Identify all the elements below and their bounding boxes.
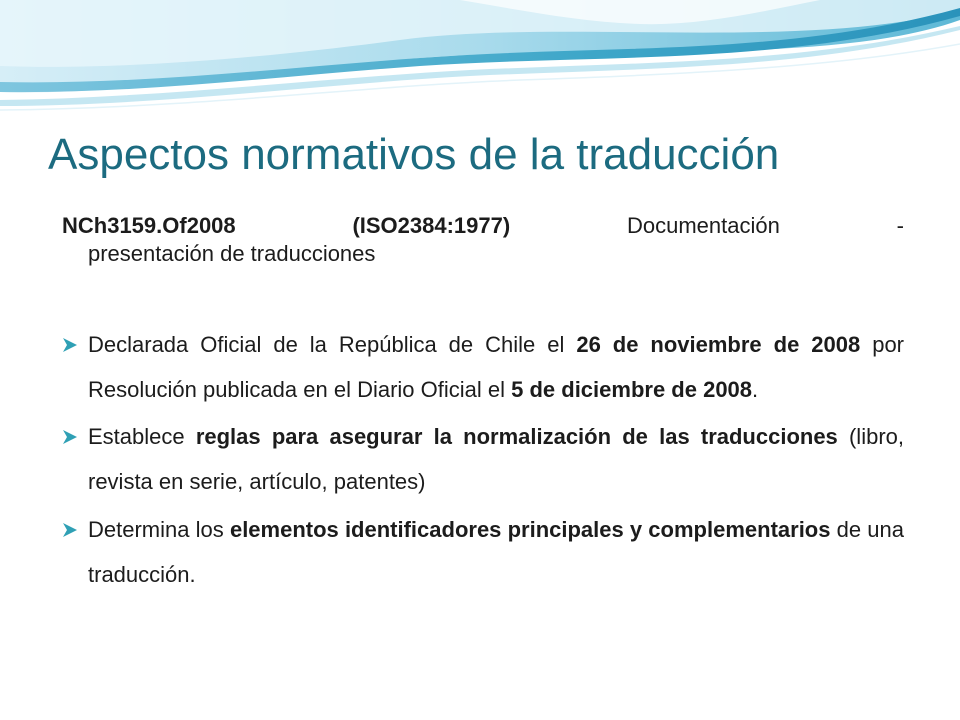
bullet-list xyxy=(62,322,904,599)
arrowhead-right-icon xyxy=(62,337,78,353)
standard-code: NCh3159.Of2008 xyxy=(62,213,236,238)
bullet-text: Establece xyxy=(88,424,196,449)
bullet-item xyxy=(62,322,904,412)
slide-title: Aspectos normativos de la traducción xyxy=(48,130,780,179)
bullet-text: por Resolución publicada en el Diario Oficial el xyxy=(88,332,905,402)
bullet-text: de una traducción. xyxy=(88,517,904,587)
bullet-text: Declarada Oficial de la República de Chile el xyxy=(88,332,577,357)
bullet-emphasis: 26 de noviembre de 2008 xyxy=(576,332,861,357)
standard-dash: - xyxy=(896,213,904,238)
iso-reference: (ISO2384:1977) xyxy=(352,213,511,238)
bullet-emphasis: 5 de diciembre de 2008 xyxy=(511,377,753,402)
bullet-emphasis: elementos identificadores principales y complementarios xyxy=(229,517,831,542)
standard-topic: Documentación xyxy=(626,213,780,238)
arrowhead-right-icon xyxy=(62,522,78,538)
arrowhead-right-icon xyxy=(62,429,78,445)
bullet-text: . xyxy=(752,377,759,402)
standard-reference-line xyxy=(62,212,904,240)
standard-reference xyxy=(62,212,904,268)
bullet-emphasis: reglas para asegurar la normalización de las traducciones xyxy=(195,424,838,449)
bullet-item xyxy=(62,414,904,504)
bullet-text: (libro, revista en serie, artículo, patentes) xyxy=(88,424,904,494)
header-wave-decoration xyxy=(0,0,960,115)
bullet-text: Determina los xyxy=(88,517,230,542)
standard-description: presentación de traducciones xyxy=(88,241,376,266)
bullet-item xyxy=(62,507,904,597)
